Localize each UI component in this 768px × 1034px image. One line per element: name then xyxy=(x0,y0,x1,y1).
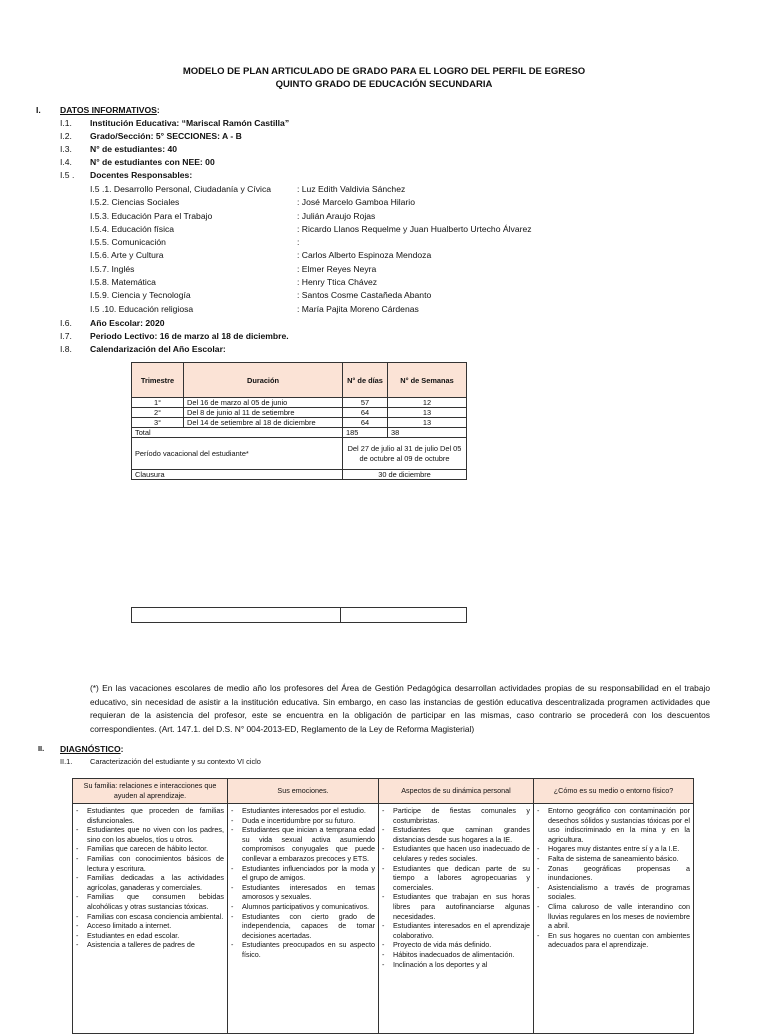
docente-name: : Elmer Reyes Neyra xyxy=(297,264,377,274)
dinamica-list xyxy=(382,806,530,969)
list-item: - Estudiantes interesados por el estudio. xyxy=(231,806,375,816)
list-item: - Familias con escasa conciencia ambiental. xyxy=(76,912,224,922)
item-number: I.8. xyxy=(60,344,72,354)
cell-dias: 64 xyxy=(343,418,388,428)
list-item: - Asistencia a talleres de padres de xyxy=(76,940,224,950)
cell-duracion: Del 8 de junio al 11 de setiembre xyxy=(184,408,343,418)
list-item: - Estudiantes interesados en el aprendizaje colaborativo. xyxy=(382,921,530,940)
docente-area: I.5.9. Ciencia y Tecnología xyxy=(90,290,191,300)
familia-cell xyxy=(73,804,228,1034)
item-text: Periodo Lectivo: 16 de marzo al 18 de diciembre. xyxy=(90,331,289,341)
item-number: I.1. xyxy=(60,118,72,128)
list-item: - Estudiantes que trabajan en sus horas libres para autofinanciarse algunas necesidades. xyxy=(382,892,530,921)
list-item: - Falta de sistema de saneamiento básico. xyxy=(537,854,690,864)
item-text: Institución Educativa: “Mariscal Ramón Castilla” xyxy=(90,118,290,128)
list-item: - Participe de fiestas comunales y costumbristas. xyxy=(382,806,530,825)
list-item: - Estudiantes en edad escolar. xyxy=(76,931,224,941)
clausura-label: Clausura xyxy=(132,470,343,480)
cell-duracion: Del 16 de marzo al 05 de junio xyxy=(184,398,343,408)
header-trimestre: Trimestre xyxy=(132,363,184,398)
entorno-cell xyxy=(534,804,694,1034)
header-entorno: ¿Cómo es su medio o entorno físico? xyxy=(534,779,694,804)
header-duracion: Duración xyxy=(184,363,343,398)
entorno-list xyxy=(537,806,690,950)
header-emociones: Sus emociones. xyxy=(228,779,379,804)
list-item: - Estudiantes preocupados en su aspecto físico. xyxy=(231,940,375,959)
vacation-value: Del 27 de julio al 31 de julio Del 05 de octubre al 09 de octubre xyxy=(343,438,467,470)
item-number: I.2. xyxy=(60,131,72,141)
emociones-cell xyxy=(228,804,379,1034)
section-heading xyxy=(60,744,124,754)
header-dinamica: Aspectos de su dinámica personal xyxy=(379,779,534,804)
list-item: - Estudiantes interesados en temas amorosos y sexuales. xyxy=(231,883,375,902)
list-item: - Hábitos inadecuados de alimentación. xyxy=(382,950,530,960)
list-item: - Zonas geográficas propensas a inundaciones. xyxy=(537,864,690,883)
item-text: Docentes Responsables: xyxy=(90,170,193,180)
docente-area: I.5 .10. Educación religiosa xyxy=(90,304,194,314)
empty-table xyxy=(131,607,467,623)
docente-area: I.5.5. Comunicación xyxy=(90,237,166,247)
docente-area: I.5.8. Matemática xyxy=(90,277,156,287)
header-familia: Su familia: relaciones e interacciones que ayuden al aprendizaje. xyxy=(73,779,228,804)
list-item: - Familias con conocimientos básicos de lectura y escritura. xyxy=(76,854,224,873)
docente-name: : Luz Edith Valdivia Sánchez xyxy=(297,184,406,194)
docente-name: : María Pajita Moreno Cárdenas xyxy=(297,304,419,314)
total-semanas: 38 xyxy=(388,428,467,438)
docente-area: I.5 .1. Desarrollo Personal, Ciudadanía y Cívica xyxy=(90,184,272,194)
diagnostic-table xyxy=(72,778,694,1034)
section-heading-colon: : xyxy=(120,744,124,754)
section-number: II. xyxy=(38,744,45,753)
section-heading xyxy=(60,105,160,115)
list-item: - Estudiantes que no viven con los padres, sino con los abuelos, tíos u otros. xyxy=(76,825,224,844)
total-dias: 185 xyxy=(343,428,388,438)
cell-semanas: 13 xyxy=(388,408,467,418)
diagnostic-body-row xyxy=(73,804,694,1034)
subsection-title: Caracterización del estudiante y su contexto VI ciclo xyxy=(90,757,261,766)
section-heading-text: DATOS INFORMATIVOS xyxy=(60,105,157,115)
docente-name: : Carlos Alberto Espinoza Mendoza xyxy=(297,250,432,260)
clausura-value: 30 de diciembre xyxy=(343,470,467,480)
emociones-list xyxy=(231,806,375,960)
item-text: N° de estudiantes con NEE: 00 xyxy=(90,157,215,167)
docente-name: : Ricardo Llanos Requelme y Juan Hualberto Urtecho Álvarez xyxy=(297,224,532,234)
footnote: (*) En las vacaciones escolares de medio año los profesores del Área de Gestión Pedagógica desarrollan actividades propias de su responsabilidad en el trabajo educativo, sin necesidad de asistir a la institución educativa. Sin embargo, en caso las instancias de gestión educativa descentralizada programen actividades que requieran de la asistencia del profesor, este se encuentra en la obligación de participar en las mismas, caso contrario se procederá con los descuentos correspondientes. (Art. 147.1. del D.S. N° 004-2013-ED, Reglamento de la Ley de Reforma Magisterial) xyxy=(90,683,710,734)
docente-area: I.5.7. Inglés xyxy=(90,264,135,274)
cell-semanas: 13 xyxy=(388,418,467,428)
section-heading-colon: : xyxy=(156,105,160,115)
clausura-row xyxy=(132,470,467,480)
table-row xyxy=(132,398,467,408)
item-text: Año Escolar: 2020 xyxy=(90,318,165,328)
total-row xyxy=(132,428,467,438)
table-row xyxy=(132,418,467,428)
item-text: N° de estudiantes: 40 xyxy=(90,144,178,154)
docente-area: I.5.2. Ciencias Sociales xyxy=(90,197,180,207)
list-item: - Familias que consumen bebidas alcohólicas y otras sustancias tóxicas. xyxy=(76,892,224,911)
table-row xyxy=(132,608,467,623)
cell-dias: 57 xyxy=(343,398,388,408)
total-label: Total xyxy=(132,428,343,438)
dinamica-cell xyxy=(379,804,534,1034)
list-item: - Estudiantes con cierto grado de independencia, capaces de tomar decisiones acertadas. xyxy=(231,912,375,941)
docente-area: I.5.4. Educación física xyxy=(90,224,175,234)
document-subtitle: QUINTO GRADO DE EDUCACIÓN SECUNDARIA xyxy=(275,79,493,90)
list-item: - Acceso limitado a internet. xyxy=(76,921,224,931)
empty-cell xyxy=(132,608,341,623)
docente-area: I.5.3. Educación Para el Trabajo xyxy=(90,211,213,221)
list-item: - Clima caluroso de valle interandino con lluvias regulares en los meses de noviembre a abril. xyxy=(537,902,690,931)
cell-semanas: 12 xyxy=(388,398,467,408)
list-item: - Estudiantes que proceden de familias disfuncionales. xyxy=(76,806,224,825)
list-item: - Estudiantes que hacen uso inadecuado de celulares y redes sociales. xyxy=(382,844,530,863)
cell-trimestre: 3° xyxy=(132,418,184,428)
item-number: I.3. xyxy=(60,144,72,154)
docente-area: I.5.6. Arte y Cultura xyxy=(90,250,164,260)
list-item: - Asistencialismo a través de programas sociales. xyxy=(537,883,690,902)
docente-name: : Henry Ttica Chávez xyxy=(297,277,378,287)
calendar-header-row xyxy=(132,363,467,398)
docente-name: : Julián Araujo Rojas xyxy=(297,211,376,221)
list-item: - En sus hogares no cuentan con ambientes adecuados para el aprendizaje. xyxy=(537,931,690,950)
docente-name: : xyxy=(297,237,300,247)
header-dias: N° de días xyxy=(343,363,388,398)
list-item: - Inclinación a los deportes y al xyxy=(382,960,530,970)
docente-name: : José Marcelo Gamboa Hilario xyxy=(297,197,415,207)
calendar-table xyxy=(131,362,467,480)
cell-trimestre: 1° xyxy=(132,398,184,408)
diagnostic-header-row xyxy=(73,779,694,804)
item-number: I.7. xyxy=(60,331,72,341)
list-item: - Entorno geográfico con contaminación por desechos sólidos y sustancias tóxicas por el uso indiscriminado en la mina y en la agricultura. xyxy=(537,806,690,844)
docente-name: : Santos Cosme Castañeda Abanto xyxy=(297,290,432,300)
list-item: - Familias que carecen de hábito lector. xyxy=(76,844,224,854)
list-item: - Proyecto de vida más definido. xyxy=(382,940,530,950)
item-text: Grado/Sección: 5° SECCIONES: A - B xyxy=(90,131,242,141)
list-item: - Estudiantes que caminan grandes distancias desde sus hogares a la IE. xyxy=(382,825,530,844)
familia-list xyxy=(76,806,224,950)
vacation-label: Período vacacional del estudiante* xyxy=(132,438,343,470)
header-semanas: N° de Semanas xyxy=(388,363,467,398)
item-number: I.6. xyxy=(60,318,72,328)
document-title: MODELO DE PLAN ARTICULADO DE GRADO PARA EL LOGRO DEL PERFIL DE EGRESO xyxy=(182,66,586,77)
list-item: - Alumnos participativos y comunicativos. xyxy=(231,902,375,912)
list-item: - Hogares muy distantes entre sí y a la I.E. xyxy=(537,844,690,854)
empty-cell xyxy=(341,608,467,623)
item-number: I.5 . xyxy=(60,170,75,180)
list-item: - Estudiantes que dedican parte de su tiempo a labores agropecuarias y comerciales. xyxy=(382,864,530,893)
list-item: - Familias dedicadas a las actividades agrícolas, ganaderas y comerciales. xyxy=(76,873,224,892)
list-item: - Duda e incertidumbre por su futuro. xyxy=(231,816,375,826)
subsection-number: II.1. xyxy=(60,757,73,766)
cell-trimestre: 2° xyxy=(132,408,184,418)
table-row xyxy=(132,408,467,418)
vacation-row xyxy=(132,438,467,470)
list-item: - Estudiantes que inician a temprana edad su vida sexual activa asumiendo compromisos conyugales que puede conllevar a embarazos precoces y ETS. xyxy=(231,825,375,863)
item-text: Calendarización del Año Escolar: xyxy=(90,344,226,354)
section-heading-text: DIAGNÓSTICO xyxy=(60,744,121,754)
item-number: I.4. xyxy=(60,157,72,167)
cell-dias: 64 xyxy=(343,408,388,418)
section-number: I. xyxy=(36,105,41,115)
list-item: - Estudiantes influenciados por la moda y el grupo de amigos. xyxy=(231,864,375,883)
cell-duracion: Del 14 de setiembre al 18 de diciembre xyxy=(184,418,343,428)
